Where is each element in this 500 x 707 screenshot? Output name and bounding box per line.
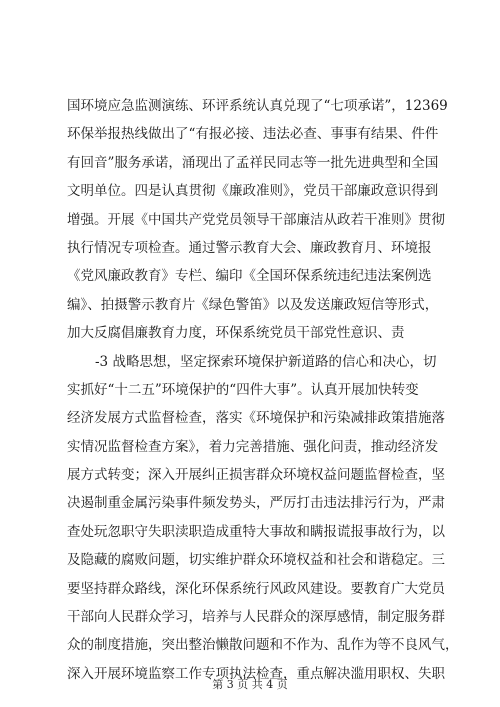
page-number-footer: 第 3 页 共 4 页	[212, 678, 288, 691]
text-line: 文明单位。四是认真贯彻《廉政准则》，党员干部廉政意识得到	[67, 183, 439, 200]
text-line: 《党风廉政教育》专栏、编印《全国环保系统违纪违法案例选	[67, 268, 432, 285]
text-line-indented: -3 战略思想，坚定探索环境保护新道路的信心和决心，切	[95, 353, 437, 370]
text-line: 增强。开展《中国共产党党员领导干部廉洁从政若干准则》贯彻	[67, 211, 445, 228]
text-line: 实抓好“十二五”环境保护的“四件大事”。认真开展加快转变	[67, 381, 419, 398]
text-line: 干部向人民群众学习，培养与人民群众的深厚感情，制定服务群	[67, 609, 445, 626]
text-line: 经济发展方式监督检查，落实《环境保护和污染减排政策措施落	[67, 410, 445, 427]
text-line: 众的制度措施，突出整治懒散问题和不作为、乱作为等不良风气，	[67, 637, 459, 654]
text-line: 决遏制重金属污染事件频发势头，严厉打击违法排污行为，严肃	[67, 495, 445, 512]
text-line: 国环境应急监测演练、环评系统认真兑现了“七项承诺”，12369	[67, 98, 448, 114]
text-line: 加大反腐倡廉教育力度，环保系统党员干部党性意识、责	[67, 325, 405, 342]
text-line: 环保举报热线做出了“有报必接、违法必查、事事有结果、件件	[67, 126, 439, 143]
text-line: 深入开展环境监察工作专项执法检查，重点解决滥用职权、失职	[67, 665, 445, 682]
text-line: 展方式转变；深入开展纠正损害群众环境权益问题监督检查，坚	[67, 467, 445, 484]
text-line: 查处玩忽职守失职渎职造成重特大事故和瞒报谎报事故行为，以	[67, 523, 445, 540]
body-text	[67, 92, 459, 688]
text-line: 有回音”服务承诺，涌现出了孟祥民同志等一批先进典型和全国	[67, 154, 439, 171]
text-line: 要坚持群众路线，深化环保系统行风政风建设。要教育广大党员	[67, 580, 445, 597]
text-line: 执行情况专项检查。通过警示教育大会、廉政教育月、环境报	[67, 239, 432, 256]
text-line: 及隐藏的腐败问题，切实维护群众环境权益和社会和谐稳定。三	[67, 552, 445, 569]
text-line: 实情况监督检查方案》，着力完善措施、强化问责，推动经济发	[67, 438, 439, 455]
text-line: 编》、拍摄警示教育片《绿色警笛》以及发送廉政短信等形式，	[67, 296, 439, 313]
